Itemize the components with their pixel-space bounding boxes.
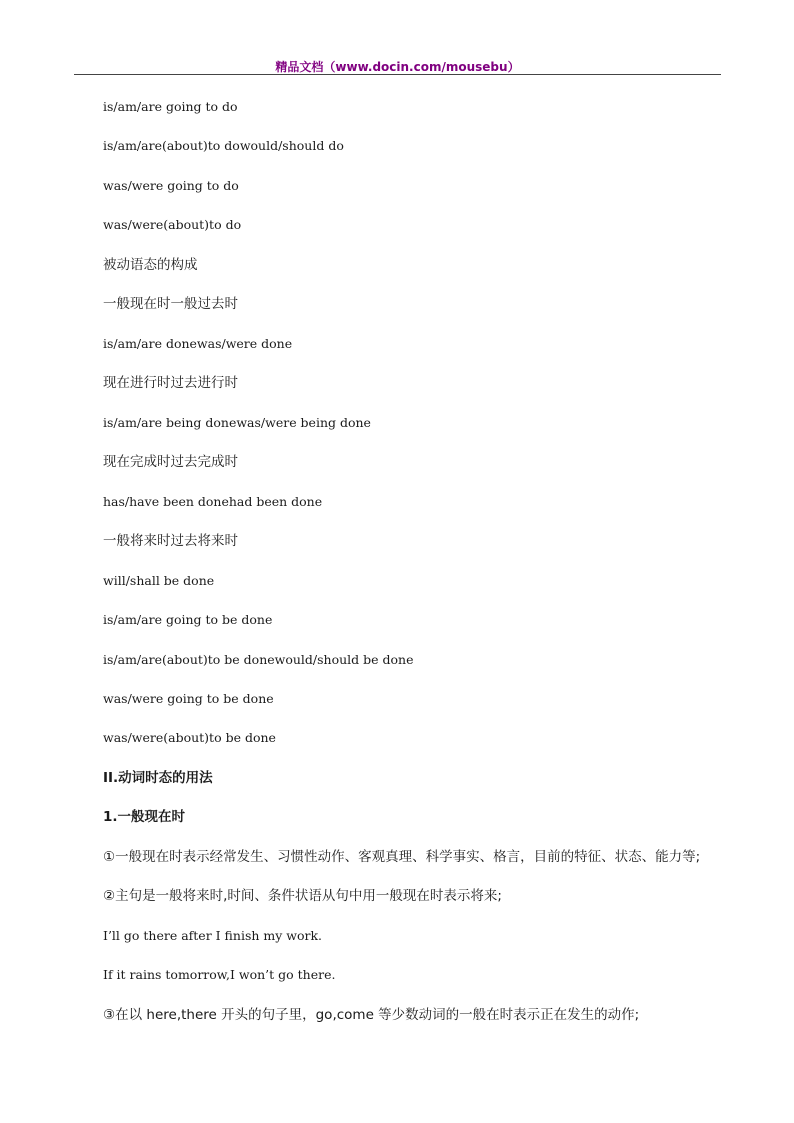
text-line: is/am/are going to do: [103, 99, 238, 114]
text-line: was/were(about)to be done: [103, 730, 276, 745]
text-line: is/am/are(about)to be donewould/should be done: [103, 652, 414, 667]
text-line: is/am/are(about)to dowould/should do: [103, 138, 344, 153]
text-line: ③在以 here,there 开头的句子里，go,come 等少数动词的一般在时表示正在发生的动作;: [103, 1007, 640, 1023]
text-line: was/were(about)to do: [103, 217, 242, 232]
text-line: I’ll go there after I finish my work.: [103, 928, 323, 943]
text-line: will/shall be done: [103, 573, 215, 588]
subsection-heading: 1.一般现在时: [103, 809, 186, 825]
text-line: 一般现在时一般过去时: [103, 296, 238, 312]
text-line: was/were going to be done: [103, 691, 274, 706]
text-line: 一般将来时过去将来时: [103, 533, 238, 549]
text-line: 现在进行时过去进行时: [103, 375, 238, 391]
header-title: 精品文档（www.docin.com/mousebu）: [275, 60, 520, 74]
text-line: If it rains tomorrow,I won’t go there.: [103, 967, 336, 982]
text-line: was/were going to do: [103, 178, 239, 193]
text-line: is/am/are being donewas/were being done: [103, 415, 371, 430]
text-line: is/am/are donewas/were done: [103, 336, 293, 351]
text-line: 现在完成时过去完成时: [103, 454, 238, 470]
page-header: [74, 56, 721, 75]
text-line: is/am/are going to be done: [103, 612, 273, 627]
text-line: ②主句是一般将来时,时间、条件状语从句中用一般现在时表示将来;: [103, 888, 502, 904]
text-line: has/have been donehad been done: [103, 494, 323, 509]
text-line: 被动语态的构成: [103, 257, 198, 273]
section-heading: II.动词时态的用法: [103, 770, 213, 786]
text-line: ①一般现在时表示经常发生、习惯性动作、客观真理、科学事实、格言，目前的特征、状态、能力等;: [103, 849, 701, 865]
